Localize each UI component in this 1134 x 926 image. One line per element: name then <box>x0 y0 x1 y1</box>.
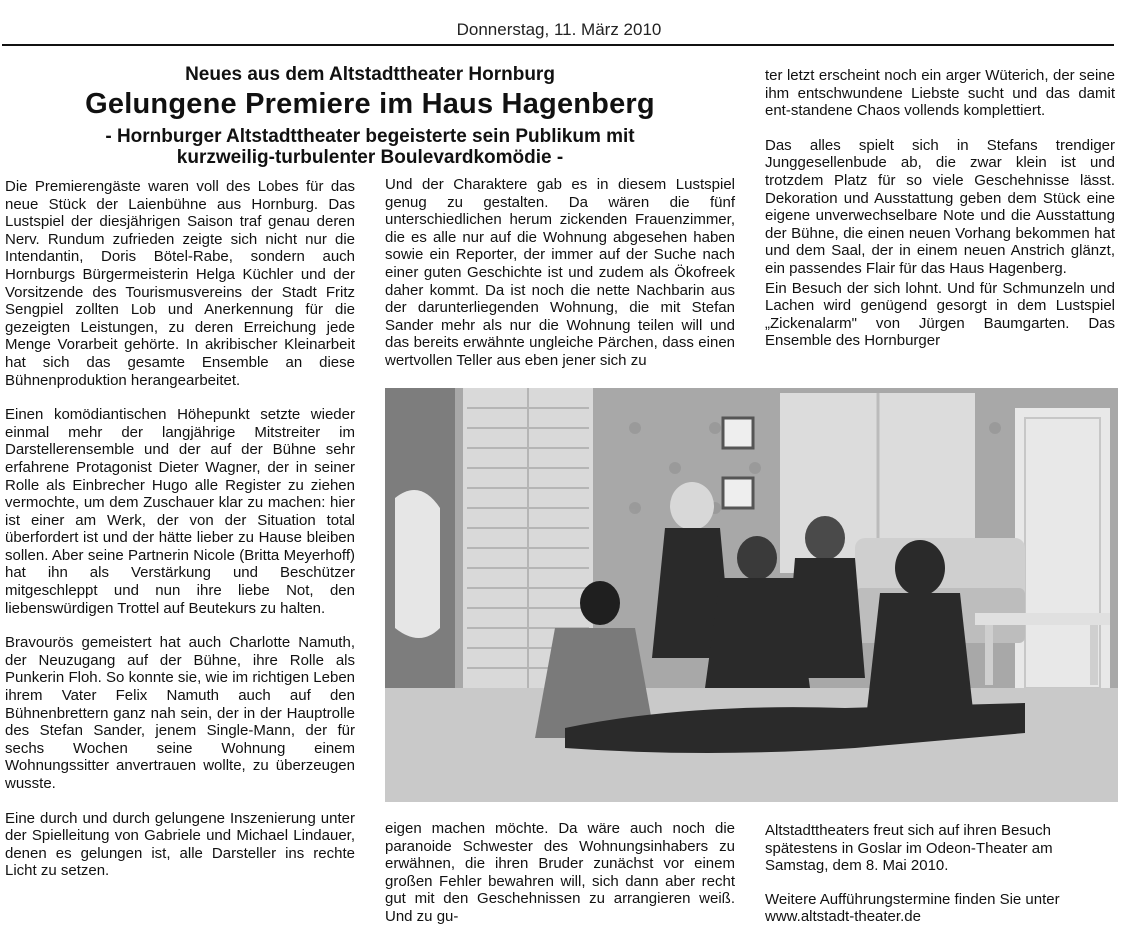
paragraph <box>765 891 1115 926</box>
more-dates-text: Weitere Aufführungstermine finden Sie unter <box>765 890 1060 908</box>
paragraph: Ein Besuch der sich lohnt. Und für Schmunzeln und Lachen wird genügend gesorgt in dem Lustspiel „Zickenalarm" von Jürgen Baumgarten. Das Ensemble des Hornburger <box>765 279 1115 350</box>
paragraph: Die Premierengäste waren voll des Lobes für das neue Stück der Laienbühne aus Hornburg. Das Lustspiel der diesjährigen Saison traf genau deren Nerv. Rundum zufrieden zeigte sich nicht nur die Intendantin, Doris Bötel-Rabe, sondern auch Hornburgs Bürgermeisterin Helga Küchler und der Vorsitzende des Tourismusvereins der Stadt Fritz Sengpiel zollten Lob und Anerkennung für die gezeigten Leistungen, zu deren Erreichung jede Menge Vorarbeit gehörte. In akribischer Kleinarbeit hat sich das gesamte Ensemble an diese Bühnenproduktion herangearbeitet. <box>5 178 355 389</box>
website-link[interactable]: www.altstadt-theater.de <box>765 908 921 926</box>
paragraph: Das alles spielt sich in Stefans trendiger Junggesellenbude ab, die zwar klein ist und trotzdem Platz für so viele Geschehnisse lässt. Dekoration und Ausstattung geben dem Stück eine eigene unverwechselbare Note und die Ausstattung der Bühne, die einen neuen Vorhang bekommen hat und dem Saal, der in einem neuen Anstrich glänzt, ein passendes Flair für das Haus Hagenberg. <box>765 136 1115 277</box>
dateline: Donnerstag, 11. März 2010 <box>456 20 662 39</box>
headline: Gelungene Premiere im Haus Hagenberg <box>85 88 655 120</box>
paragraph: Bravourös gemeistert hat auch Charlotte Namuth, der Neuzugang auf der Bühne, ihre Rolle als Punkerin Floh. So konnte sie, wie im richtigen Leben ihrem Vater Felix Namuth auch auf den Bühnenbrettern ganz nah sein, der in der Hauptrolle des Stefan Sander, jenem Single-Mann, der für sechs Wochen seine Wohnung einem Wohnungssitter anvertrauen wollte, zu überzeugen wusste. <box>5 634 355 792</box>
paragraph: Altstadttheaters freut sich auf ihren Besuch spätestens in Goslar im Odeon-Theater am Samstag, dem 8. Mai 2010. <box>765 822 1053 875</box>
ensemble-photo <box>385 388 1118 802</box>
subhead-line-1: - Hornburger Altstadttheater begeisterte sein Publikum mit <box>105 126 635 147</box>
header-rule <box>2 44 1114 46</box>
kicker: Neues aus dem Altstadttheater Hornburg <box>185 64 555 85</box>
paragraph: Und der Charaktere gab es in diesem Lustspiel genug zu gestalten. Da wären die fünf unterschiedlichen herum zickenden Frauenzimmer, die es alle nur auf die Wohnung abgesehen haben sowie ein Reporter, der immer auf der Suche nach einer guten Geschichte ist und zudem als Ökofreek daher kommt. Da ist noch die nette Nachbarin aus der darunterliegenden Wohnung, die mit Stefan Sander mehr als nur die Wohnung teilen will und das bereits erwähnte ungleiche Pärchen, dass einen wertvollen Teller aus eben jener sich zu <box>385 176 735 369</box>
article-column-3-continued <box>765 822 1115 926</box>
article-column-2-continued <box>385 820 735 926</box>
article-column-1 <box>5 178 355 880</box>
article-column-3 <box>765 67 1115 350</box>
paragraph: Einen komödiantischen Höhepunkt setzte wieder einmal mehr der langjährige Mitstreiter im Darstellerensemble und der auf der Bühne sehr erfahrene Protagonist Dieter Wagner, der in seiner Rolle als Einbrecher Hugo alle Register zu ziehen vermochte, um dem Zuschauer klar zu machen: hier ist einer am Werk, der von der Situation total überfordert ist und der hätte lieber zu Hause bleiben sollen. Aber seine Partnerin Nicole (Britta Meyerhoff) hat ihn als Verstärkung und Beschützer mitgeschleppt und nun ihre liebe Not, den liebenswürdigen Trottel auf Beutekurs zu halten. <box>5 406 355 617</box>
paragraph: eigen machen möchte. Da wäre auch noch die paranoide Schwester des Wohnungsinhabers zu erwähnen, die ihren Bruder zunächst vor einem großen Fehler bewahren will, sich dann aber recht gut mit den Geschehnissen zu arrangieren weiß. Und zu gu- <box>385 820 735 925</box>
subhead <box>0 126 740 168</box>
paragraph: Eine durch und durch gelungene Inszenierung unter der Spielleitung von Gabriele und Michael Lindauer, denen es gelungen ist, alle Darsteller ins rechte Licht zu setzen. <box>5 809 355 880</box>
subhead-line-2: kurzweilig-turbulenter Boulevardkomödie - <box>176 147 564 168</box>
stage-scene-image <box>385 388 1118 802</box>
article-column-2 <box>385 176 735 370</box>
paragraph: ter letzt erscheint noch ein arger Wüterich, der seine ihm entschwundene Liebste sucht und das damit ent-standene Chaos vollends komplettiert. <box>765 67 1115 120</box>
